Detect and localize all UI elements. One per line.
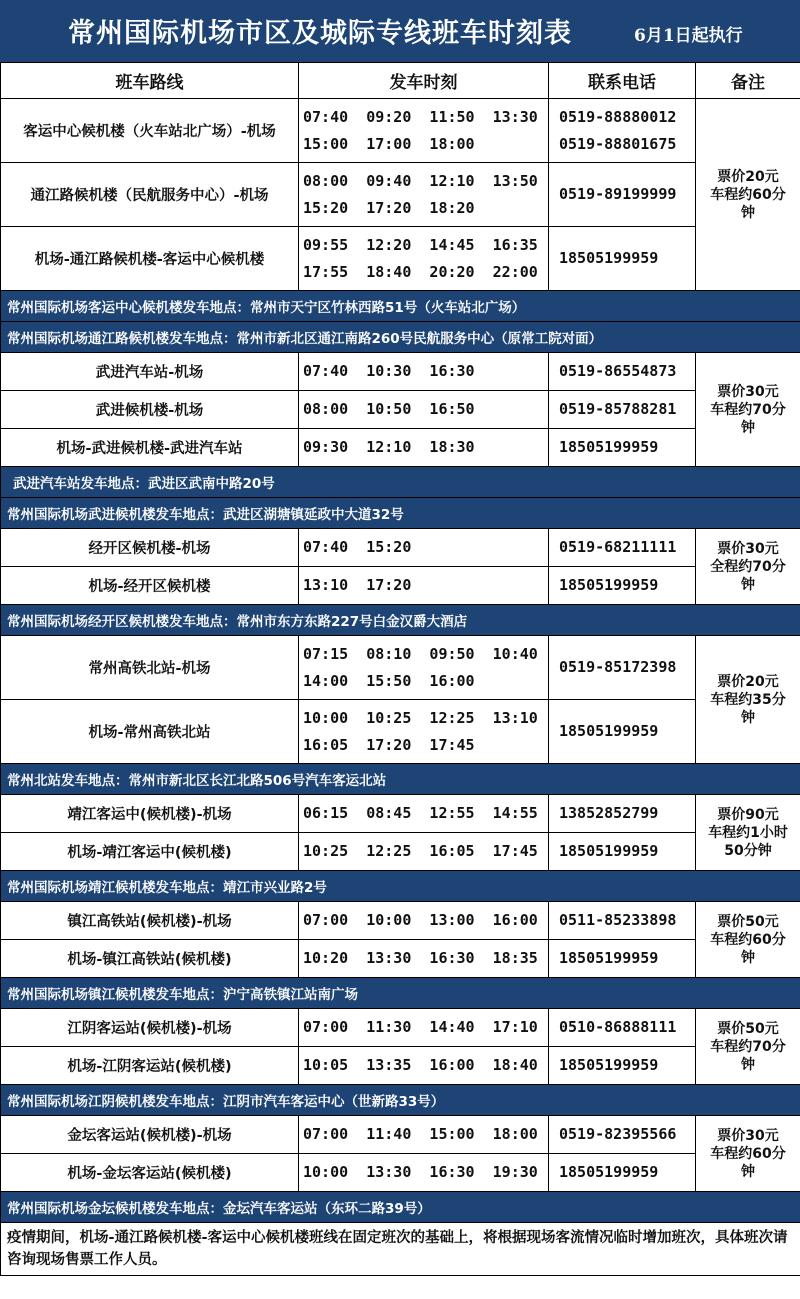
- departure-times-cell: [299, 99, 549, 163]
- departure-times-cell: [299, 391, 549, 429]
- route-cell: 机场-江阴客运站(候机楼): [1, 1047, 299, 1085]
- departure-location-text: 常州国际机场靖江候机楼发车地点：靖江市兴业路2号: [1, 871, 800, 902]
- route-cell: 常州高铁北站-机场: [1, 636, 299, 700]
- contact-phone-cell: [549, 529, 696, 567]
- column-header-times: 发车时刻: [299, 63, 549, 99]
- contact-phone-cell: [549, 940, 696, 978]
- departure-times-line: 07:15 08:10 09:50 10:40: [303, 644, 538, 663]
- departure-times-line: 07:00 10:00 13:00 16:00: [303, 911, 538, 929]
- departure-times-cell: [299, 795, 549, 833]
- departure-times-line: 13:10 17:20: [303, 576, 412, 594]
- departure-times-cell: [299, 833, 549, 871]
- column-header-phone: 联系电话: [549, 63, 696, 99]
- departure-times-line: 09:30 12:10 18:30: [303, 438, 475, 456]
- contact-phone-number: 18505199959: [559, 249, 659, 267]
- contact-phone-cell: [549, 391, 696, 429]
- fare-note-line: 票价90元: [717, 806, 779, 823]
- fare-note-line: 票价20元: [717, 168, 779, 185]
- departure-times-line: 15:20 17:20 18:20: [303, 198, 475, 217]
- table-row: [1, 429, 800, 467]
- departure-location-row: [1, 322, 800, 353]
- contact-phone-number: 18505199959: [559, 438, 659, 456]
- fare-note-line: 全程约70分: [710, 558, 786, 575]
- contact-phone-number: 18505199959: [559, 1163, 659, 1181]
- fare-note-cell: [696, 636, 800, 764]
- table-row: [1, 391, 800, 429]
- footnote-row: [1, 1223, 800, 1276]
- table-row: [1, 1154, 800, 1192]
- fare-note-cell: [696, 1116, 800, 1192]
- schedule-body: [1, 63, 800, 1276]
- fare-note-line: 钟: [741, 419, 755, 436]
- departure-location-row: [1, 605, 800, 636]
- departure-times-cell: [299, 227, 549, 291]
- route-cell: 机场-通江路候机楼-客运中心候机楼: [1, 227, 299, 291]
- departure-times-line: 10:00 10:25 12:25 13:10: [303, 708, 538, 727]
- contact-phone-cell: [549, 1154, 696, 1192]
- contact-phone-cell: [549, 353, 696, 391]
- departure-times-line: 16:05 17:20 17:45: [303, 735, 475, 754]
- departure-times-line: 17:55 18:40 20:20 22:00: [303, 262, 538, 281]
- departure-location-text: 武进汽车站发车地点：武进区武南中路20号: [1, 467, 800, 498]
- departure-times-line: 10:05 13:35 16:00 18:40: [303, 1056, 538, 1074]
- fare-note-line: 车程约1小时: [708, 824, 788, 841]
- title-bar: [0, 0, 800, 62]
- contact-phone-cell: [549, 1047, 696, 1085]
- contact-phone-number: 0519-88880012: [559, 107, 677, 126]
- table-row: [1, 1047, 800, 1085]
- table-row: [1, 567, 800, 605]
- table-row: [1, 227, 800, 291]
- route-cell: 机场-经开区候机楼: [1, 567, 299, 605]
- fare-note-line: 票价30元: [717, 540, 779, 557]
- contact-phone-number: 0510-86888111: [559, 1018, 677, 1036]
- contact-phone-cell: [549, 1116, 696, 1154]
- route-cell: 机场-靖江客运中(候机楼): [1, 833, 299, 871]
- fare-note-line: 钟: [741, 1056, 755, 1073]
- departure-location-text: 常州国际机场镇江候机楼发车地点：沪宁高铁镇江站南广场: [1, 978, 800, 1009]
- effective-date: 6月1日起执行: [634, 26, 743, 46]
- route-cell: 客运中心候机楼（火车站北广场）-机场: [1, 99, 299, 163]
- contact-phone-number: 0519-85788281: [559, 400, 677, 418]
- departure-location-text: 常州国际机场经开区候机楼发车地点：常州市东方东路227号白金汉爵大酒店: [1, 605, 800, 636]
- departure-times-line: 10:00 13:30 16:30 19:30: [303, 1163, 538, 1181]
- fare-note-line: 票价50元: [717, 913, 779, 930]
- column-header-route: 班车路线: [1, 63, 299, 99]
- departure-times-cell: [299, 1116, 549, 1154]
- departure-times-line: 08:00 10:50 16:50: [303, 400, 475, 418]
- contact-phone-number: 13852852799: [559, 804, 659, 822]
- fare-note-line: 钟: [741, 204, 755, 221]
- route-cell: 金坛客运站(候机楼)-机场: [1, 1116, 299, 1154]
- contact-phone-cell: [549, 567, 696, 605]
- contact-phone-cell: [549, 429, 696, 467]
- fare-note-cell: [696, 1009, 800, 1085]
- route-cell: 机场-武进候机楼-武进汽车站: [1, 429, 299, 467]
- fare-note-line: 票价50元: [717, 1020, 779, 1037]
- departure-location-text: 常州国际机场武进候机楼发车地点：武进区湖塘镇延政中大道32号: [1, 498, 800, 529]
- fare-note-line: 钟: [741, 709, 755, 726]
- departure-times-cell: [299, 429, 549, 467]
- contact-phone-number: 18505199959: [559, 1056, 659, 1074]
- departure-location-text: 常州国际机场金坛候机楼发车地点：金坛汽车客运站（东环二路39号）: [1, 1192, 800, 1223]
- table-row: [1, 529, 800, 567]
- fare-note-line: 车程约60分: [710, 1145, 786, 1162]
- contact-phone-number: 0519-82395566: [559, 1125, 677, 1143]
- schedule-table: [0, 62, 800, 1276]
- fare-note-line: 车程约70分: [710, 1038, 786, 1055]
- table-row: [1, 833, 800, 871]
- route-cell: 武进汽车站-机场: [1, 353, 299, 391]
- departure-location-text: 常州国际机场通江路候机楼发车地点：常州市新北区通江南路260号民航服务中心（原常工院对面）: [1, 322, 800, 353]
- departure-location-row: [1, 978, 800, 1009]
- contact-phone-number: 0519-85172398: [559, 658, 677, 676]
- contact-phone-number: 0511-85233898: [559, 911, 677, 929]
- fare-note-line: 车程约60分: [710, 931, 786, 948]
- table-row: [1, 163, 800, 227]
- departure-times-line: 14:00 15:50 16:00: [303, 671, 475, 690]
- departure-location-row: [1, 871, 800, 902]
- departure-location-text: 常州国际机场江阴候机楼发车地点：江阴市汽车客运中心（世新路33号）: [1, 1085, 800, 1116]
- fare-note-cell: [696, 99, 800, 291]
- page-title: 常州国际机场市区及城际专线班车时刻表: [68, 18, 572, 49]
- table-row: [1, 902, 800, 940]
- contact-phone-number: 0519-89199999: [559, 185, 677, 203]
- column-header-row: [1, 63, 800, 99]
- departure-times-cell: [299, 567, 549, 605]
- departure-times-line: 15:00 17:00 18:00: [303, 134, 475, 153]
- departure-location-row: [1, 498, 800, 529]
- contact-phone-cell: [549, 99, 696, 163]
- contact-phone-number: 18505199959: [559, 722, 659, 740]
- table-row: [1, 1116, 800, 1154]
- table-row: [1, 795, 800, 833]
- contact-phone-cell: [549, 902, 696, 940]
- fare-note-line: 钟: [741, 576, 755, 593]
- departure-times-cell: [299, 902, 549, 940]
- fare-note-line: 车程约70分: [710, 401, 786, 418]
- departure-times-cell: [299, 1047, 549, 1085]
- route-cell: 武进候机楼-机场: [1, 391, 299, 429]
- route-cell: 靖江客运中(候机楼)-机场: [1, 795, 299, 833]
- departure-times-line: 07:00 11:30 14:40 17:10: [303, 1018, 538, 1036]
- departure-location-row: [1, 1085, 800, 1116]
- departure-times-line: 10:25 12:25 16:05 17:45: [303, 842, 538, 860]
- contact-phone-number: 0519-88801675: [559, 134, 677, 153]
- departure-times-cell: [299, 940, 549, 978]
- fare-note-line: 钟: [741, 949, 755, 966]
- contact-phone-number: 18505199959: [559, 576, 659, 594]
- footnote-text: 疫情期间，机场-通江路候机楼-客运中心候机楼班线在固定班次的基础上，将根据现场客流情况临时增加班次，具体班次请咨询现场售票工作人员。: [1, 1223, 800, 1276]
- departure-times-cell: [299, 1009, 549, 1047]
- contact-phone-cell: [549, 833, 696, 871]
- route-cell: 机场-镇江高铁站(候机楼): [1, 940, 299, 978]
- departure-times-line: 10:20 13:30 16:30 18:35: [303, 949, 538, 967]
- contact-phone-number: 18505199959: [559, 949, 659, 967]
- fare-note-line: 车程约35分: [710, 691, 786, 708]
- departure-times-cell: [299, 700, 549, 764]
- departure-location-row: [1, 1192, 800, 1223]
- contact-phone-cell: [549, 163, 696, 227]
- departure-location-row: [1, 764, 800, 795]
- contact-phone-cell: [549, 636, 696, 700]
- route-cell: 机场-常州高铁北站: [1, 700, 299, 764]
- contact-phone-number: 0519-68211111: [559, 538, 677, 556]
- contact-phone-number: 0519-86554873: [559, 362, 677, 380]
- contact-phone-number: 18505199959: [559, 842, 659, 860]
- departure-times-line: 08:00 09:40 12:10 13:50: [303, 171, 538, 190]
- fare-note-line: 钟: [741, 1163, 755, 1180]
- departure-location-row: [1, 291, 800, 322]
- fare-note-line: 车程约60分: [710, 186, 786, 203]
- contact-phone-cell: [549, 700, 696, 764]
- departure-times-cell: [299, 636, 549, 700]
- route-cell: 镇江高铁站(候机楼)-机场: [1, 902, 299, 940]
- departure-times-line: 06:15 08:45 12:55 14:55: [303, 804, 538, 822]
- contact-phone-cell: [549, 227, 696, 291]
- departure-times-line: 07:40 10:30 16:30: [303, 362, 475, 380]
- column-header-note: 备注: [696, 63, 800, 99]
- fare-note-cell: [696, 353, 800, 467]
- fare-note-line: 票价30元: [717, 1127, 779, 1144]
- departure-times-cell: [299, 353, 549, 391]
- departure-location-text: 常州北站发车地点：常州市新北区长江北路506号汽车客运北站: [1, 764, 800, 795]
- fare-note-line: 50分钟: [724, 842, 772, 859]
- contact-phone-cell: [549, 1009, 696, 1047]
- departure-location-row: [1, 467, 800, 498]
- fare-note-cell: [696, 902, 800, 978]
- departure-times-line: 07:40 15:20: [303, 538, 412, 556]
- fare-note-line: 票价30元: [717, 383, 779, 400]
- table-row: [1, 1009, 800, 1047]
- departure-times-cell: [299, 163, 549, 227]
- route-cell: 江阴客运站(候机楼)-机场: [1, 1009, 299, 1047]
- table-row: [1, 353, 800, 391]
- departure-times-line: 07:00 11:40 15:00 18:00: [303, 1125, 538, 1143]
- contact-phone-cell: [549, 795, 696, 833]
- table-row: [1, 636, 800, 700]
- table-row: [1, 940, 800, 978]
- route-cell: 机场-金坛客运站(候机楼): [1, 1154, 299, 1192]
- route-cell: 通江路候机楼（民航服务中心）-机场: [1, 163, 299, 227]
- departure-times-cell: [299, 1154, 549, 1192]
- route-cell: 经开区候机楼-机场: [1, 529, 299, 567]
- departure-times-line: 09:55 12:20 14:45 16:35: [303, 235, 538, 254]
- fare-note-line: 票价20元: [717, 673, 779, 690]
- fare-note-cell: [696, 795, 800, 871]
- table-row: [1, 99, 800, 163]
- departure-times-cell: [299, 529, 549, 567]
- departure-location-text: 常州国际机场客运中心候机楼发车地点：常州市天宁区竹林西路51号（火车站北广场）: [1, 291, 800, 322]
- table-row: [1, 700, 800, 764]
- fare-note-cell: [696, 529, 800, 605]
- departure-times-line: 07:40 09:20 11:50 13:30: [303, 107, 538, 126]
